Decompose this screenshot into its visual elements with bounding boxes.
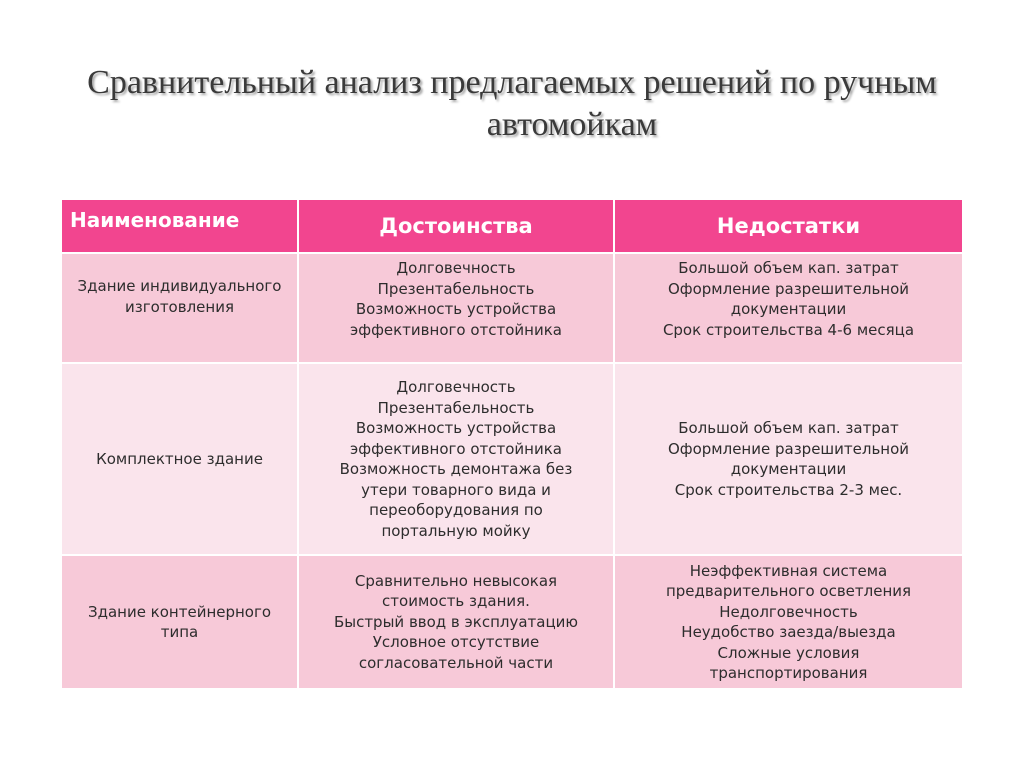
- header-cons: Недостатки: [614, 199, 963, 253]
- cell-line: Презентабельность: [377, 398, 535, 417]
- cell-line: эффективного отстойника: [350, 320, 562, 339]
- cell-line: Неэффективная система: [689, 561, 888, 580]
- row-3-pros: [298, 555, 614, 689]
- cell-line: Оформление разрешительной: [667, 279, 910, 298]
- cell-line: Долговечность: [396, 259, 516, 277]
- slide-title: [60, 62, 964, 146]
- cell-line: транспортирования: [709, 664, 868, 682]
- cell-line: Срок строительства 4-6 месяца: [662, 320, 915, 339]
- cell-line: Здание контейнерного: [87, 602, 272, 621]
- header-pros: Достоинства: [298, 199, 614, 253]
- cell-line: документации: [730, 460, 847, 478]
- cell-line: Неудобство заезда/выезда: [681, 623, 896, 641]
- cell-line: изготовления: [125, 297, 234, 316]
- cell-line: Большой объем кап. затрат: [678, 259, 899, 277]
- slide-title-line-2: автомойкам: [486, 106, 658, 143]
- table-row: [61, 253, 963, 363]
- comparison-table: [60, 198, 964, 690]
- cell-line: Здание индивидуального: [77, 277, 282, 295]
- cell-line: Условное отсутствие: [372, 633, 540, 652]
- cell-line: портальную мойку: [381, 521, 531, 540]
- cell-line: согласовательной части: [358, 653, 554, 672]
- cell-line: предварительного осветления: [665, 582, 912, 600]
- cell-line: Срок строительства 2-3 мес.: [674, 480, 903, 499]
- header-name: Наименование: [61, 199, 298, 253]
- cell-line: Возможность демонтажа без: [339, 460, 573, 478]
- cell-line: утери товарного вида и: [361, 480, 551, 499]
- cell-line: Сравнительно невысокая: [354, 571, 558, 590]
- cell-line: Возможность устройства: [355, 419, 557, 437]
- cell-line: Оформление разрешительной: [667, 439, 910, 458]
- cell-line: типа: [160, 623, 199, 641]
- cell-line: переоборудования по: [369, 501, 543, 519]
- row-3-cons: [614, 555, 963, 689]
- row-2-name: [61, 363, 298, 555]
- row-3-name: [61, 555, 298, 689]
- cell-line: документации: [730, 300, 847, 318]
- cell-line: Комплектное здание: [96, 449, 263, 468]
- row-2-cons: [614, 363, 963, 555]
- row-1-cons: [614, 253, 963, 363]
- table-row: [61, 555, 963, 689]
- cell-line: стоимость здания.: [382, 592, 530, 611]
- cell-line: эффективного отстойника: [350, 439, 562, 458]
- row-1-name: [61, 253, 298, 363]
- table-header-row: [61, 199, 963, 253]
- cell-line: Сложные условия: [717, 643, 860, 662]
- slide-title-line-1: Сравнительный анализ предлагаемых решений по ручным: [87, 64, 937, 101]
- cell-line: Быстрый ввод в эксплуатацию: [333, 612, 579, 631]
- cell-line: Возможность устройства: [355, 300, 557, 318]
- cell-line: Долговечность: [396, 378, 516, 396]
- row-2-pros: [298, 363, 614, 555]
- cell-line: Большой объем кап. затрат: [678, 419, 899, 437]
- cell-line: Презентабельность: [377, 279, 535, 298]
- cell-line: Недолговечность: [719, 602, 858, 621]
- row-1-pros: [298, 253, 614, 363]
- table-row: [61, 363, 963, 555]
